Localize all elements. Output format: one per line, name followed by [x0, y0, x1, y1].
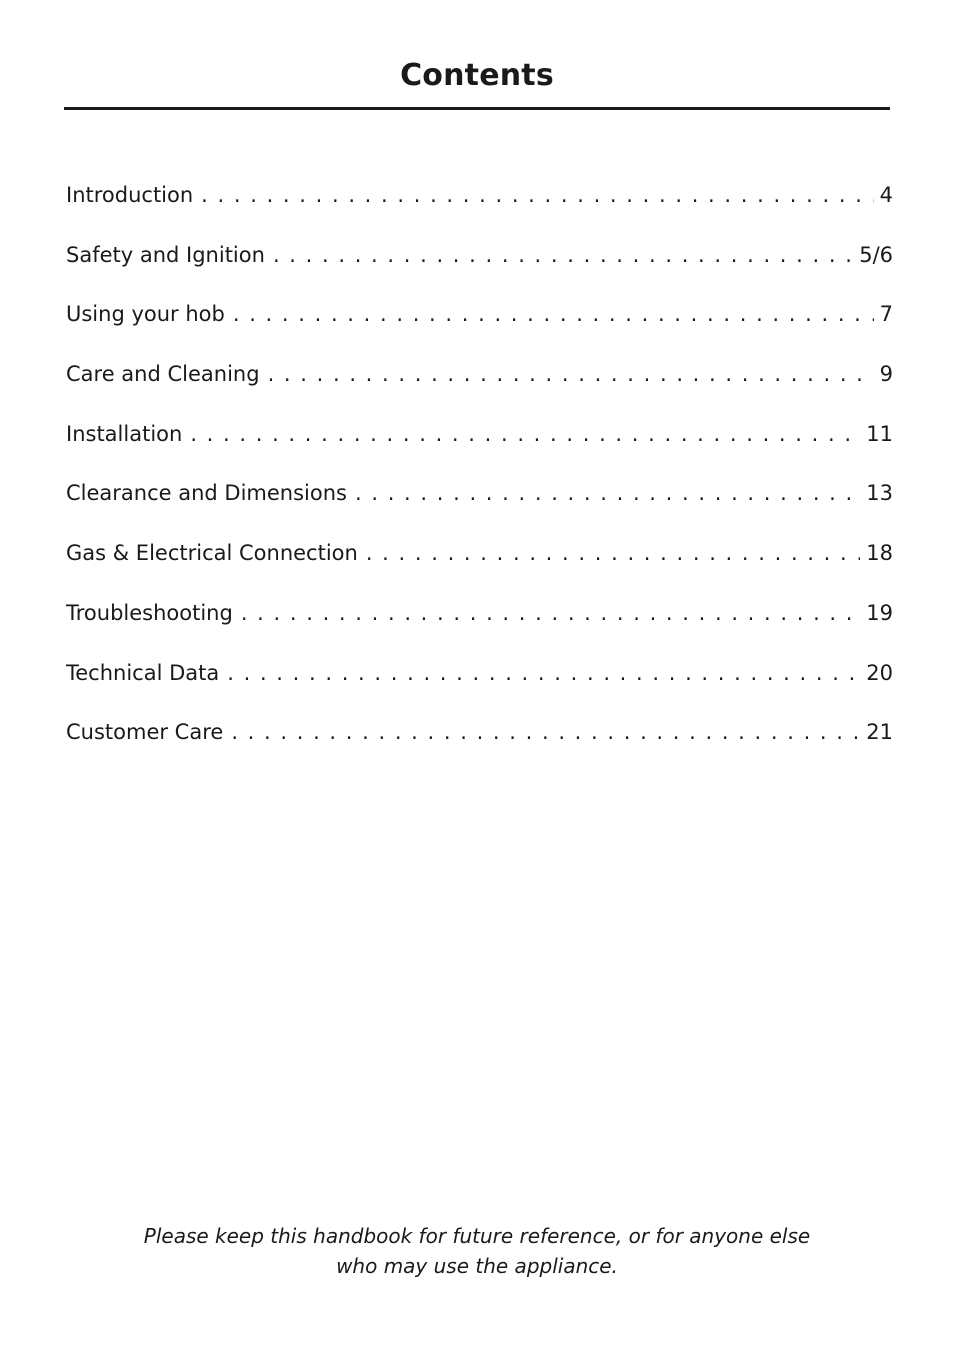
toc-entry-label: Technical Data [66, 660, 220, 685]
toc-entry-label: Safety and Ignition [66, 242, 265, 267]
dot-leader [190, 422, 860, 446]
dot-leader [227, 661, 860, 685]
toc-entry-gas-electrical-connection [66, 541, 893, 601]
toc-entry-label: Introduction [66, 183, 194, 207]
toc-entry-label: Using your hob [66, 302, 225, 327]
toc-entry-label: Gas & Electrical Connection [66, 541, 358, 566]
toc-entry-label: Installation [66, 421, 183, 446]
dot-leader [233, 302, 874, 326]
toc-entry-troubleshooting [66, 601, 893, 661]
toc-entry-technical-data [66, 661, 893, 721]
dot-leader [355, 481, 860, 505]
toc-entry-using-your-hob [66, 302, 893, 362]
toc-entry-page: 21 [866, 720, 893, 745]
toc-entry-installation [66, 422, 893, 482]
reminder-line-2: who may use the appliance. [336, 1254, 618, 1278]
toc-entry-page: 7 [879, 302, 893, 327]
dot-leader [268, 362, 874, 386]
toc-entry-page: 11 [866, 421, 893, 446]
toc-entry-page: 5/6 [859, 242, 893, 267]
toc-entry-page: 19 [866, 600, 893, 625]
dot-leader [273, 243, 853, 267]
toc-entry-label: Customer Care [66, 720, 224, 745]
toc-entry-label: Clearance and Dimensions [66, 481, 347, 506]
toc-entry-page: 13 [866, 481, 893, 506]
title-divider [64, 107, 890, 110]
toc-entry-clearance-and-dimensions [66, 481, 893, 541]
dot-leader [201, 183, 873, 207]
toc-entry-page: 18 [866, 541, 893, 566]
toc-entry-label: Care and Cleaning [66, 362, 260, 387]
table-of-contents [66, 183, 893, 780]
toc-entry-safety-and-ignition [66, 243, 893, 303]
toc-entry-introduction [66, 183, 893, 243]
toc-entry-page: 9 [879, 362, 893, 387]
reminder-line-1: Please keep this handbook for future reference, or for anyone else [143, 1224, 811, 1248]
toc-entry-page: 4 [879, 183, 893, 207]
dot-leader [366, 541, 860, 565]
toc-entry-page: 20 [866, 660, 893, 685]
toc-entry-customer-care [66, 720, 893, 780]
toc-entry-label: Troubleshooting [66, 600, 233, 625]
page-title: Contents [400, 58, 554, 93]
dot-leader [241, 601, 860, 625]
dot-leader [231, 720, 860, 744]
handbook-reminder-note [0, 1221, 954, 1281]
toc-entry-care-and-cleaning [66, 362, 893, 422]
